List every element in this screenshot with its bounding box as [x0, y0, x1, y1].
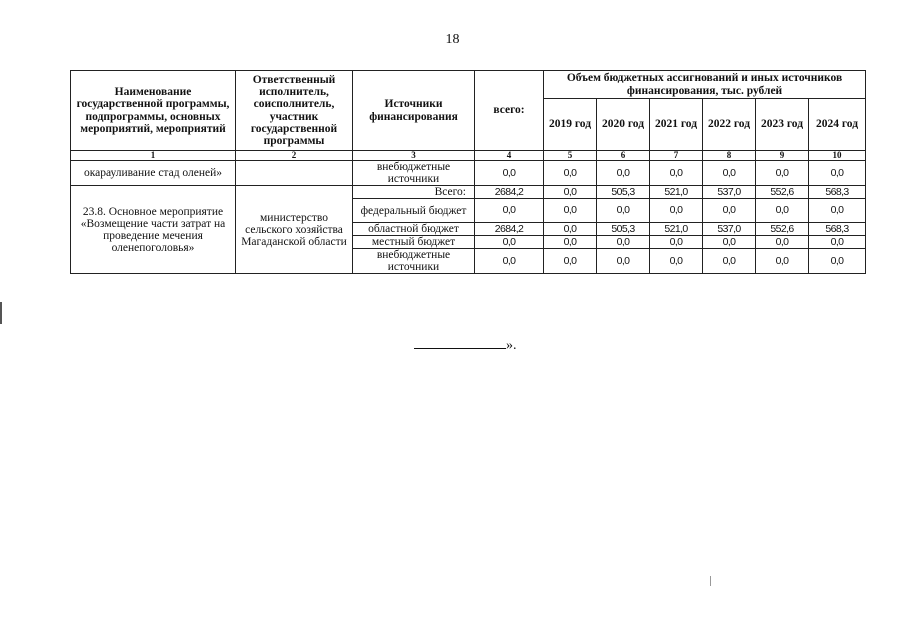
column-number: 3 [353, 151, 475, 161]
column-number: 8 [703, 151, 756, 161]
header-year: 2023 год [756, 99, 809, 151]
closing-mark [414, 336, 517, 354]
column-number: 1 [71, 151, 236, 161]
source-cell: федеральный бюджет [353, 199, 475, 223]
value-cell: 0,0 [597, 199, 650, 223]
value-cell: 568,3 [809, 186, 866, 199]
header-total: всего: [475, 71, 544, 151]
value-cell: 0,0 [544, 199, 597, 223]
header-year: 2020 год [597, 99, 650, 151]
column-number: 9 [756, 151, 809, 161]
value-cell: 0,0 [809, 199, 866, 223]
column-number: 4 [475, 151, 544, 161]
value-cell: 0,0 [544, 236, 597, 249]
continuation-name: окарауливание стад оленей» [71, 161, 236, 186]
header-year: 2022 год [703, 99, 756, 151]
column-number: 5 [544, 151, 597, 161]
header-year: 2021 год [650, 99, 703, 151]
column-number: 6 [597, 151, 650, 161]
table-row [71, 186, 866, 199]
value-cell: 0,0 [756, 236, 809, 249]
column-number: 2 [236, 151, 353, 161]
measure-name: 23.8. Основное мероприятие «Возмещение части затрат на проведение мечения оленепоголовья» [71, 186, 236, 274]
value-cell: 552,6 [756, 223, 809, 236]
header-source: Источники финансирования [353, 71, 475, 151]
value-cell: 0,0 [703, 199, 756, 223]
value-cell: 0,0 [650, 236, 703, 249]
value-cell: 0,0 [475, 199, 544, 223]
measure-executor: министерство сельского хозяйства Магаданской области [236, 186, 353, 274]
value-cell: 0,0 [703, 161, 756, 186]
value-cell: 0,0 [756, 249, 809, 274]
value-cell: 0,0 [597, 249, 650, 274]
value-cell: 552,6 [756, 186, 809, 199]
value-cell: 0,0 [475, 249, 544, 274]
value-cell: 505,3 [597, 223, 650, 236]
value-cell: 505,3 [597, 186, 650, 199]
value-cell: 521,0 [650, 186, 703, 199]
value-cell: 2684,2 [475, 186, 544, 199]
column-number: 7 [650, 151, 703, 161]
source-cell: Всего: [353, 186, 475, 199]
header-executor: Ответственный исполнитель, соисполнитель, участник государственной программы [236, 71, 353, 151]
underline-rule [414, 336, 506, 349]
value-cell: 568,3 [809, 223, 866, 236]
value-cell: 0,0 [475, 161, 544, 186]
value-cell: 0,0 [650, 161, 703, 186]
value-cell: 0,0 [475, 236, 544, 249]
value-cell: 0,0 [597, 161, 650, 186]
value-cell: 0,0 [597, 236, 650, 249]
column-number-row [71, 151, 866, 161]
value-cell: 0,0 [544, 223, 597, 236]
value-cell: 521,0 [650, 223, 703, 236]
value-cell: 0,0 [756, 161, 809, 186]
table-row [71, 161, 866, 186]
source-cell: внебюджетные источники [353, 249, 475, 274]
value-cell: 0,0 [703, 236, 756, 249]
value-cell: 0,0 [544, 186, 597, 199]
header-year: 2019 год [544, 99, 597, 151]
closing-quote: ». [506, 338, 517, 353]
value-cell: 537,0 [703, 186, 756, 199]
scan-artifact [710, 576, 711, 586]
financing-table [70, 70, 866, 274]
scan-artifact [0, 302, 2, 324]
header-volume: Объем бюджетных ассигнований и иных источников финансирования, тыс. рублей [544, 71, 866, 99]
source-cell: внебюджетные источники [353, 161, 475, 186]
header-year: 2024 год [809, 99, 866, 151]
value-cell: 0,0 [650, 199, 703, 223]
column-number: 10 [809, 151, 866, 161]
header-name: Наименование государственной программы, подпрограммы, основных мероприятий, мероприятий [71, 71, 236, 151]
source-cell: областной бюджет [353, 223, 475, 236]
value-cell: 0,0 [650, 249, 703, 274]
value-cell: 0,0 [544, 249, 597, 274]
source-cell: местный бюджет [353, 236, 475, 249]
value-cell: 0,0 [809, 236, 866, 249]
value-cell: 0,0 [703, 249, 756, 274]
value-cell: 2684,2 [475, 223, 544, 236]
page-number: 18 [445, 32, 460, 47]
continuation-executor [236, 161, 353, 186]
value-cell: 0,0 [756, 199, 809, 223]
value-cell: 0,0 [809, 161, 866, 186]
value-cell: 0,0 [544, 161, 597, 186]
value-cell: 537,0 [703, 223, 756, 236]
value-cell: 0,0 [809, 249, 866, 274]
